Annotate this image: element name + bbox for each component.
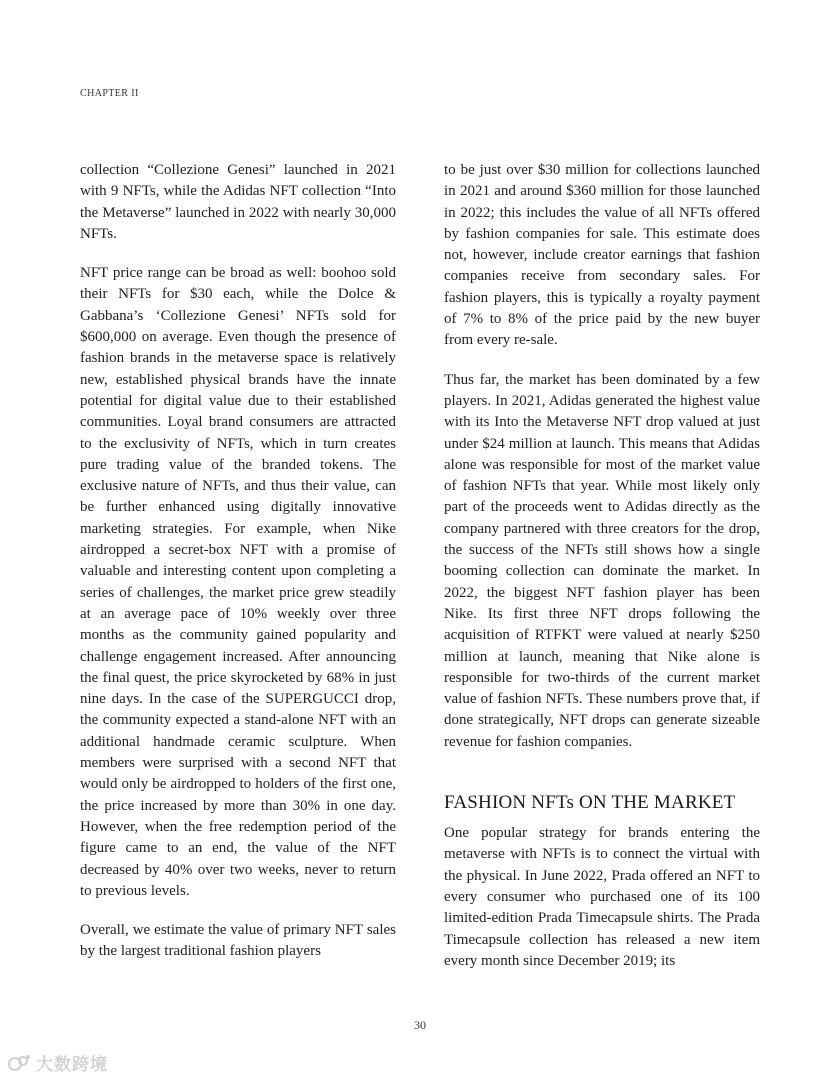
chapter-label: CHAPTER II (80, 88, 139, 99)
section-heading: FASHION NFTs ON THE MARKET (444, 792, 736, 814)
paragraph: NFT price range can be broad as well: boohoo sold their NFTs for $30 each, while the Dolce & Gabbana’s ‘Collezione Genesi’ NFTs sold for $600,000 on average. Even though the presence of fashion brands in the metaverse space is relatively new, established physical brands have the innate potential for digital value due to their established communities. Loyal brand consumers are attracted to the exclusivity of NFTs, which in turn creates pure trading value of the branded tokens. The exclusive nature of NFTs, and thus their value, can be further enhanced using digitally innovative marketing strategies. For example, when Nike airdropped a secret-box NFT with a promise of valuable and interesting content upon completing a series of challenges, the market price grew steadily at an average pace of 10% weekly over three months as the community gained popularity and challenge engagement increased. After announcing the final quest, the price skyrocketed by 68% in just nine days. In the case of the SUPERGUCCI drop, the community expected a stand-alone NFT with an additional handmade ceramic sculpture. When members were surprised with a second NFT that would only be airdropped to holders of the first one, the price increased by more than 30% in one day. However, when the free redemption period of the figure came to an end, the value of the NFT decreased by 40% over two weeks, never to return to previous levels. (80, 265, 396, 899)
watermark-logo-icon (6, 1053, 32, 1073)
paragraph: Overall, we estimate the value of primary NFT sales by the largest traditional fashion players (80, 922, 396, 960)
paragraph: collection “Collezione Genesi” launched in 2021 with 9 NFTs, while the Adidas NFT collection “Into the Metaverse” launched in 2022 with nearly 30,000 NFTs. (80, 162, 396, 242)
paragraph: Thus far, the market has been dominated by a few players. In 2021, Adidas generated the highest value with its Into the Metaverse NFT drop valued at just under $24 million at launch. This means that Adidas alone was responsible for most of the market value of fashion NFTs that year. While most likely only part of the proceeds went to Adidas directly as the company partnered with three creators for the drop, the success of the NFTs still shows how a single booming collection can dominate the market. In 2022, the biggest NFT fashion player has been Nike. Its first three NFT drops following the acquisition of RTFKT were valued at nearly $250 million at launch, meaning that Nike alone is responsible for two-thirds of the current market value of fashion NFTs. These numbers prove that, if done strategically, NFT drops can generate sizeable revenue for fashion companies. (444, 371, 760, 750)
paragraph: One popular strategy for brands entering the metaverse with NFTs is to connect the virtual with the physical. In June 2022, Prada offered an NFT to every consumer who purchased one of its 100 limited-edition Prada Timecapsule shirts. The Prada Timecapsule collection has released a new item every month since December 2019; its (444, 825, 760, 969)
paragraph: to be just over $30 million for collections launched in 2021 and around $360 million for those launched in 2022; this includes the value of all NFTs offered by fashion companies for sale. This estimate does not, however, include creator earnings that fashion companies receive from secondary sales. For fashion players, this is typically a royalty payment of 7% to 8% of the price paid by the new buyer from every re-sale. (444, 162, 760, 349)
watermark-text: 大数跨境 (36, 1055, 108, 1075)
page-number: 30 (414, 1018, 426, 1032)
right-column (444, 160, 760, 990)
left-column (80, 160, 396, 981)
watermark (6, 1050, 108, 1075)
